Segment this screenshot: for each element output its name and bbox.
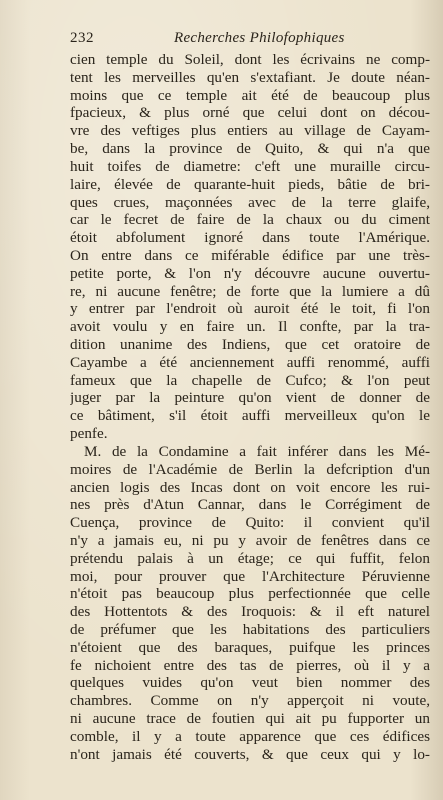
text-line: moins que ce temple ait été de beaucoup plus bbox=[70, 86, 430, 104]
text-line: dition unanime des Indiens, que cet oratoire de bbox=[70, 336, 430, 353]
text-line: Cayambe a été anciennement auffi renommé, auffi bbox=[70, 353, 430, 371]
text-line: ques crues, maçonnées avec de la terre glaife, bbox=[70, 193, 430, 211]
text-line: juger par la peinture qu'on vient de donner de bbox=[70, 389, 430, 407]
text-line: cien temple du Soleil, dont les écrivains ne comp- bbox=[70, 51, 430, 68]
page-header bbox=[70, 30, 410, 52]
text-line: prétendu palais à un étage; ce qui fuffit, felon bbox=[70, 549, 430, 567]
text-line: tent les merveilles qu'en s'extafiant. Je doute néan- bbox=[70, 68, 430, 86]
text-line: quelques vuides qu'on veut bien nommer des bbox=[70, 674, 430, 692]
text-line: moires de l'Académie de Berlin la defcription d'un bbox=[70, 460, 430, 478]
text-line: avoit voulu y en faire un. Il confte, par la tra- bbox=[70, 318, 430, 336]
text-line: car le fecret de faire de la chaux ou du ciment bbox=[70, 211, 430, 229]
page-number: 232 bbox=[70, 30, 94, 46]
text-line: moi, pour prouver que l'Architecture Péruvienne bbox=[70, 567, 430, 585]
text-line: re, ni aucune fenêtre; de forte que la lumiere a dû bbox=[70, 282, 430, 300]
text-line: penfe. bbox=[70, 425, 108, 443]
text-line: étoit abfolument ignoré dans toute l'Amérique. bbox=[70, 229, 430, 247]
text-line: y entrer par l'endroit où auroit été le toit, fi l'on bbox=[70, 300, 430, 318]
text-line: chambres. Comme on n'y apperçoit ni voute, bbox=[70, 692, 430, 710]
text-line: fe nichoient entre des tas de pierres, où il y a bbox=[70, 656, 430, 674]
text-line: ce bâtiment, s'il étoit auffi merveilleux qu'on le bbox=[70, 407, 430, 425]
text-line: vre des veftiges plus entiers au village de Cayam- bbox=[70, 122, 430, 140]
text-line: fameux que la chapelle de Cufco; & l'on peut bbox=[70, 371, 430, 389]
running-head: Recherches Philofophiques bbox=[174, 30, 345, 46]
body-text bbox=[70, 51, 430, 764]
text-line: On entre dans ce miférable édifice par une très- bbox=[70, 246, 430, 264]
text-line: ni aucune trace de foutien qui ait pu fupporter un bbox=[70, 710, 430, 728]
text-line: nes près d'Atun Cannar, dans le Corrégiment de bbox=[70, 496, 430, 514]
text-line: laire, élevée de quarante-huit pieds, bâtie de bri- bbox=[70, 175, 430, 193]
text-line: n'étoit pas beaucoup plus perfectionnée que celle bbox=[70, 585, 430, 603]
text-line: ancien logis des Incas dont on voit encore les rui- bbox=[70, 478, 430, 496]
text-line: de préfumer que les habitations des particuliers bbox=[70, 621, 430, 638]
text-line: comble, il y a toute apparence que ces édifices bbox=[70, 727, 430, 745]
text-line: fpacieux, & plus orné que celui dont on décou- bbox=[70, 104, 430, 122]
text-line: n'y a jamais eu, ni pu y avoir de fenêtres dans ce bbox=[70, 531, 430, 549]
text-line: M. de la Condamine a fait inférer dans les Mé- bbox=[84, 442, 430, 460]
text-line: n'ont jamais été couverts, & que ceux qui y lo- bbox=[70, 745, 430, 763]
text-line: huit toifes de diametre: c'eft une muraille circu- bbox=[70, 157, 430, 175]
text-line: des Hottentots & des Iroquois: & il eft naturel bbox=[70, 603, 430, 621]
text-line: n'étoient que des baraques, puifque les princes bbox=[70, 638, 430, 656]
text-line: Cuença, province de Quito: il convient qu'il bbox=[70, 514, 430, 532]
text-line: petite porte, & l'on n'y découvre aucune ouvertu- bbox=[70, 264, 430, 282]
text-line: be, dans la province de Quito, & qui n'a que bbox=[70, 140, 430, 158]
